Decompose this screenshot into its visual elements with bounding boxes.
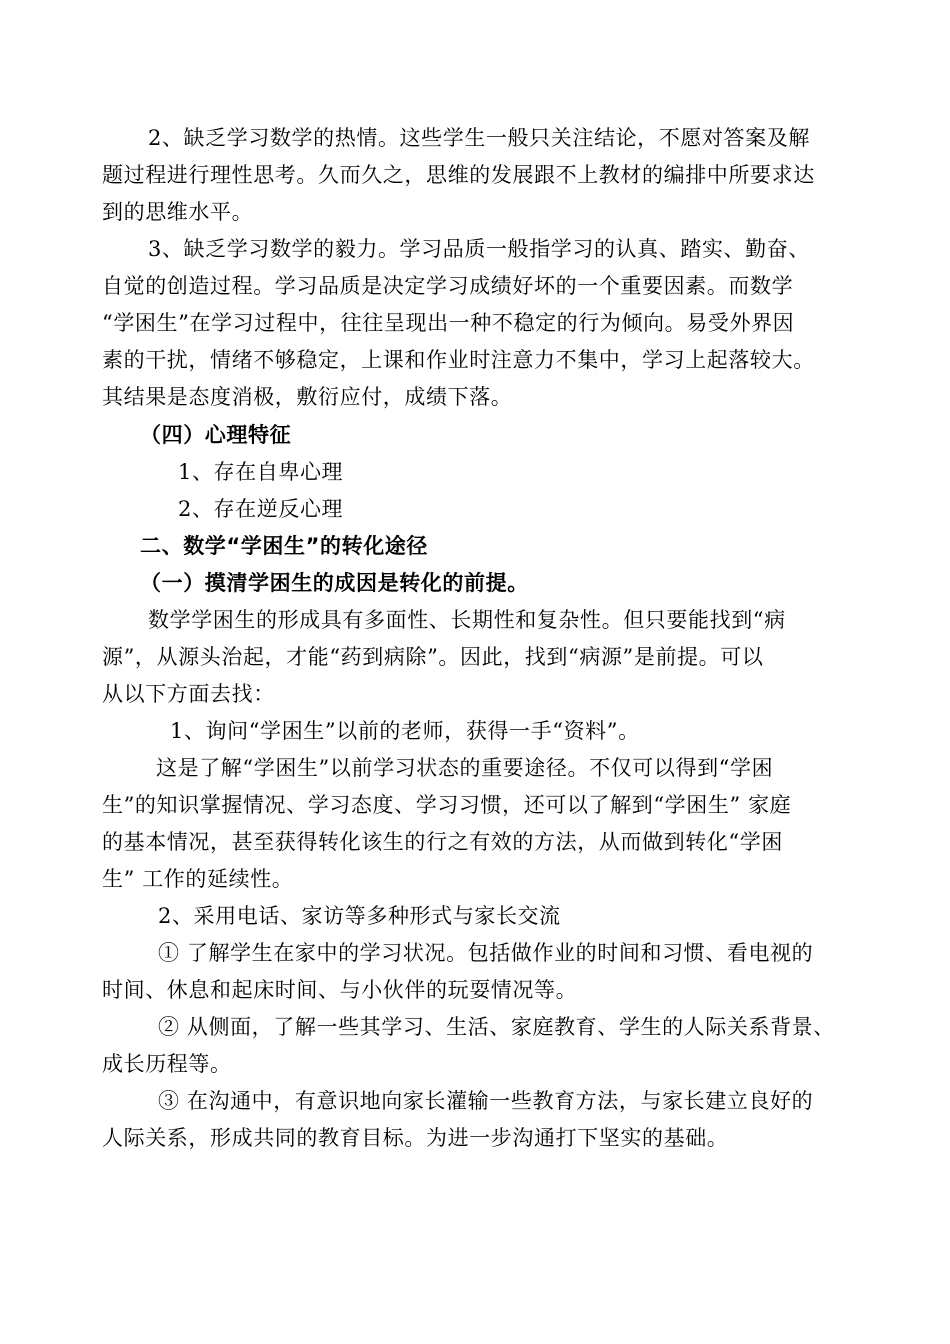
paragraph-line: 生”的知识掌握情况、学习态度、学习习惯，还可以了解到“学困生” 家庭 bbox=[102, 793, 792, 817]
section-heading: 二、数学“学困生”的转化途径 bbox=[140, 534, 429, 558]
paragraph-line: 3、缺乏学习数学的毅力。学习品质一般指学习的认真、踏实、勤奋、 bbox=[148, 237, 810, 261]
paragraph-line: ② 从侧面，了解一些其学习、生活、家庭教育、学生的人际关系背景、 bbox=[158, 1015, 835, 1039]
list-item: 1、询问“学困生”以前的老师，获得一手“资料”。 bbox=[170, 719, 640, 743]
paragraph-line: 这是了解“学困生”以前学习状态的重要途径。不仅可以得到“学困 bbox=[156, 756, 774, 780]
paragraph-line: ③ 在沟通中，有意识地向家长灌输一些教育方法，与家长建立良好的 bbox=[158, 1089, 814, 1113]
paragraph-line: 时间、休息和起床时间、与小伙伴的玩耍情况等。 bbox=[102, 978, 578, 1002]
paragraph-line: 到的思维水平。 bbox=[102, 200, 254, 224]
list-item: 1、存在自卑心理 bbox=[178, 460, 344, 484]
paragraph-line: 数学学困生的形成具有多面性、长期性和复杂性。但只要能找到“病 bbox=[148, 608, 786, 632]
paragraph-line: 生” 工作的延续性。 bbox=[102, 867, 294, 891]
paragraph-line: 其结果是态度消极，敷衍应付，成绩下落。 bbox=[102, 385, 513, 409]
section-heading: （四）心理特征 bbox=[140, 423, 292, 447]
list-item: 2、存在逆反心理 bbox=[178, 497, 344, 521]
paragraph-line: ① 了解学生在家中的学习状况。包括做作业的时间和习惯、看电视的 bbox=[158, 941, 814, 965]
paragraph-line: 2、缺乏学习数学的热情。这些学生一般只关注结论，不愿对答案及解 bbox=[148, 126, 810, 150]
list-item: 2、采用电话、家访等多种形式与家长交流 bbox=[158, 904, 561, 928]
paragraph-line: 成长历程等。 bbox=[102, 1052, 232, 1076]
paragraph-line: 从以下方面去找： bbox=[102, 682, 275, 706]
paragraph-line: 自觉的创造过程。学习品质是决定学习成绩好坏的一个重要因素。而数学 bbox=[102, 274, 794, 298]
paragraph-line: 源”，从源头治起，才能“药到病除”。因此，找到“病源”是前提。可以 bbox=[102, 645, 764, 669]
paragraph-line: 的基本情况，甚至获得转化该生的行之有效的方法，从而做到转化“学困 bbox=[102, 830, 783, 854]
paragraph-line: 人际关系，形成共同的教育目标。为进一步沟通打下坚实的基础。 bbox=[102, 1126, 729, 1150]
paragraph-line: “学困生”在学习过程中，往往呈现出一种不稳定的行为倾向。易受外界因 bbox=[102, 311, 795, 335]
subsection-heading: （一）摸清学困生的成因是转化的前提。 bbox=[140, 571, 529, 595]
paragraph-line: 题过程进行理性思考。久而久之，思维的发展跟不上教材的编排中所要求达 bbox=[102, 163, 815, 187]
paragraph-line: 素的干扰，情绪不够稳定，上课和作业时注意力不集中，学习上起落较大。 bbox=[102, 348, 815, 372]
